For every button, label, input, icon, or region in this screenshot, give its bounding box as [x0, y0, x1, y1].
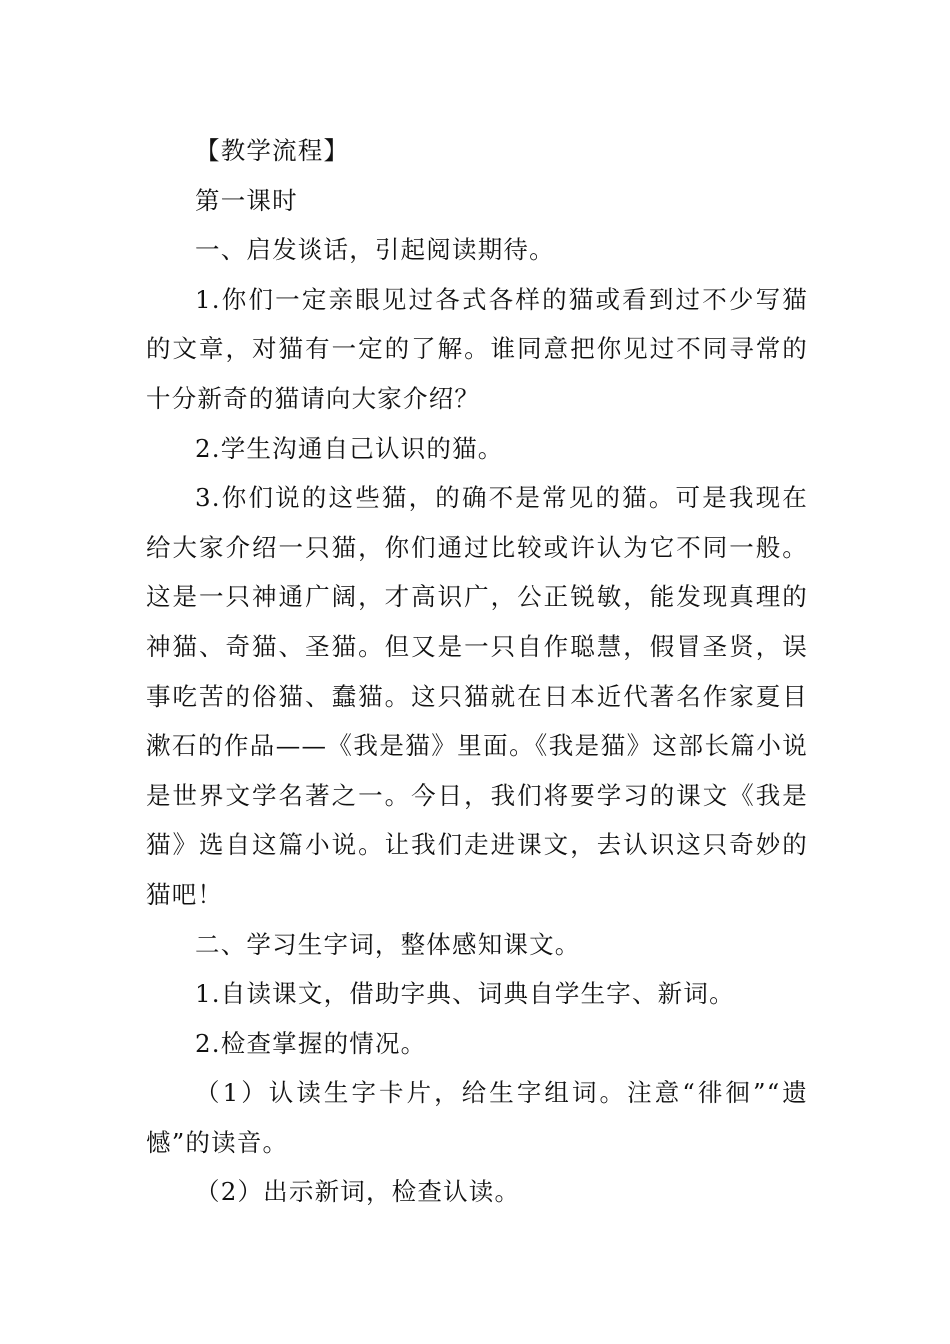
paragraph-5: 2.检查掌握的情况。 [195, 1028, 427, 1058]
paragraph-6: （1）认读生字卡片，给生字组词。注意“徘徊”“遗憾”的读音。 [146, 1078, 808, 1157]
paragraph-1: 1.你们一定亲眼见过各式各样的猫或看到过不少写猫的文章，对猫有一定的了解。谁同意把你见过不同寻常的十分新奇的猫请向大家介绍？ [146, 284, 808, 413]
section-heading-teaching-process: 【教学流程】 [195, 136, 350, 165]
paragraph-7: （2）出示新词，检查认读。 [195, 1177, 521, 1207]
section-heading-1: 一、启发谈话，引起阅读期待。 [195, 235, 555, 265]
document-body [146, 126, 808, 1217]
paragraph-2: 2.学生沟通自己认识的猫。 [195, 433, 504, 463]
lesson-label: 第一课时 [195, 185, 298, 215]
paragraph-3: 3.你们说的这些猫，的确不是常见的猫。可是我现在给大家介绍一只猫，你们通过比较或许认为它不同一般。这是一只神通广阔，才高识广，公正锐敏，能发现真理的神猫、奇猫、圣猫。但又是一只自作聪慧，假冒圣贤，误事吃苦的俗猫、蠢猫。这只猫就在日本近代著名作家夏目漱石的作品——《我是猫》里面。《我是猫》这部长篇小说是世界文学名著之一。今日，我们将要学习的课文《我是猫》选自这篇小说。让我们走进课文，去认识这只奇妙的猫吧！ [146, 483, 808, 909]
paragraph-4: 1.自读课文，借助字典、词典自学生字、新词。 [195, 979, 735, 1009]
section-heading-2: 二、学习生字词，整体感知课文。 [195, 929, 581, 959]
